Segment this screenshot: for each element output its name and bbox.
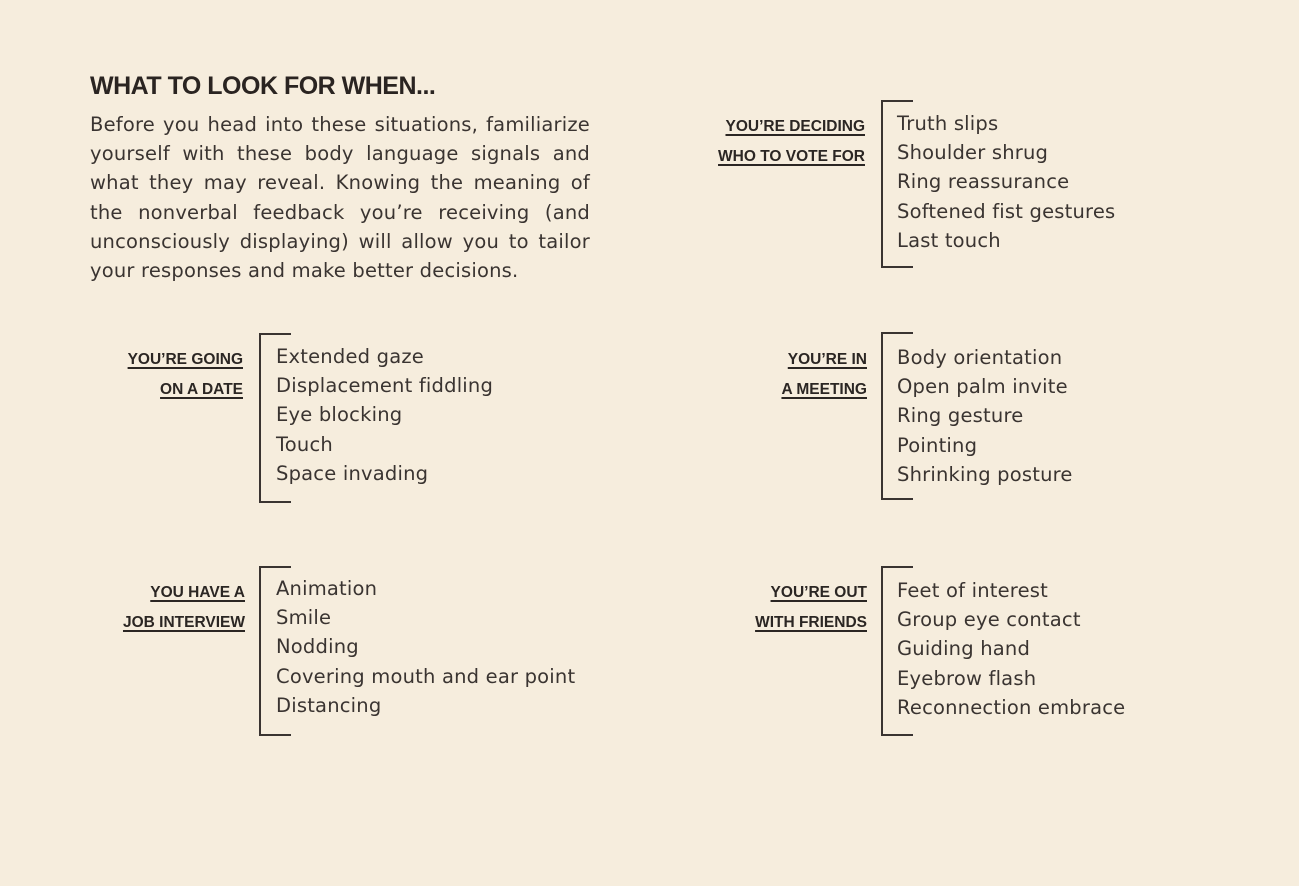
list-item: Last touch [897, 228, 1001, 252]
section-label [718, 112, 865, 171]
list-item: Open palm invite [897, 375, 1068, 399]
label-line-1: YOU’RE OUT [770, 584, 867, 601]
label-line-1: YOU’RE GOING [127, 351, 243, 368]
list-item: Distancing [276, 693, 382, 717]
section-label [123, 578, 245, 637]
list-item: Touch [276, 432, 333, 456]
list-item: Ring gesture [897, 404, 1024, 428]
list-item: Nodding [276, 635, 359, 659]
list-item: Eye blocking [276, 403, 403, 427]
list-item: Smile [276, 606, 332, 630]
list-item: Space invading [276, 461, 429, 485]
list-item: Pointing [897, 433, 978, 457]
list-item: Reconnection embrace [897, 695, 1126, 719]
list-item: Extended gaze [276, 345, 424, 368]
label-line-1: YOU’RE IN [787, 351, 867, 368]
signal-list [276, 342, 493, 488]
section-label [781, 345, 867, 404]
section-label [128, 345, 243, 404]
section-label [755, 578, 867, 637]
list-item: Ring reassurance [897, 170, 1070, 194]
list-item: Shoulder shrug [897, 141, 1049, 165]
list-item: Feet of interest [897, 579, 1048, 602]
page-title: WHAT TO LOOK FOR WHEN... [90, 72, 436, 100]
list-item: Animation [276, 577, 378, 600]
label-line-1: YOU HAVE A [150, 584, 245, 601]
label-line-1: YOU’RE DECIDING [725, 118, 865, 135]
list-item: Softened fist gestures [897, 199, 1116, 223]
list-item: Group eye contact [897, 608, 1081, 632]
signal-list [276, 574, 575, 720]
label-line-2: WITH FRIENDS [755, 613, 867, 631]
list-item: Eyebrow flash [897, 666, 1037, 690]
list-item: Shrinking posture [897, 462, 1073, 486]
label-line-2: A MEETING [781, 380, 867, 398]
list-item: Body orientation [897, 346, 1063, 369]
signal-list [897, 109, 1115, 255]
list-item: Displacement fiddling [276, 374, 494, 398]
list-item: Truth slips [897, 112, 999, 135]
label-line-2: ON A DATE [160, 380, 243, 398]
signal-list [897, 576, 1125, 722]
label-line-2: JOB INTERVIEW [122, 613, 245, 631]
intro-paragraph: Before you head into these situations, familiarize yourself with these body language signals and what they may reveal. Knowing the meaning of the nonverbal feedback you’re receiving (and unconsciously displaying) will allow you to tailor your responses and make better decisions. [90, 113, 590, 283]
list-item: Covering mouth and ear point [276, 664, 576, 688]
signal-list [897, 343, 1073, 489]
label-line-2: WHO TO VOTE FOR [718, 147, 865, 165]
list-item: Guiding hand [897, 637, 1031, 661]
